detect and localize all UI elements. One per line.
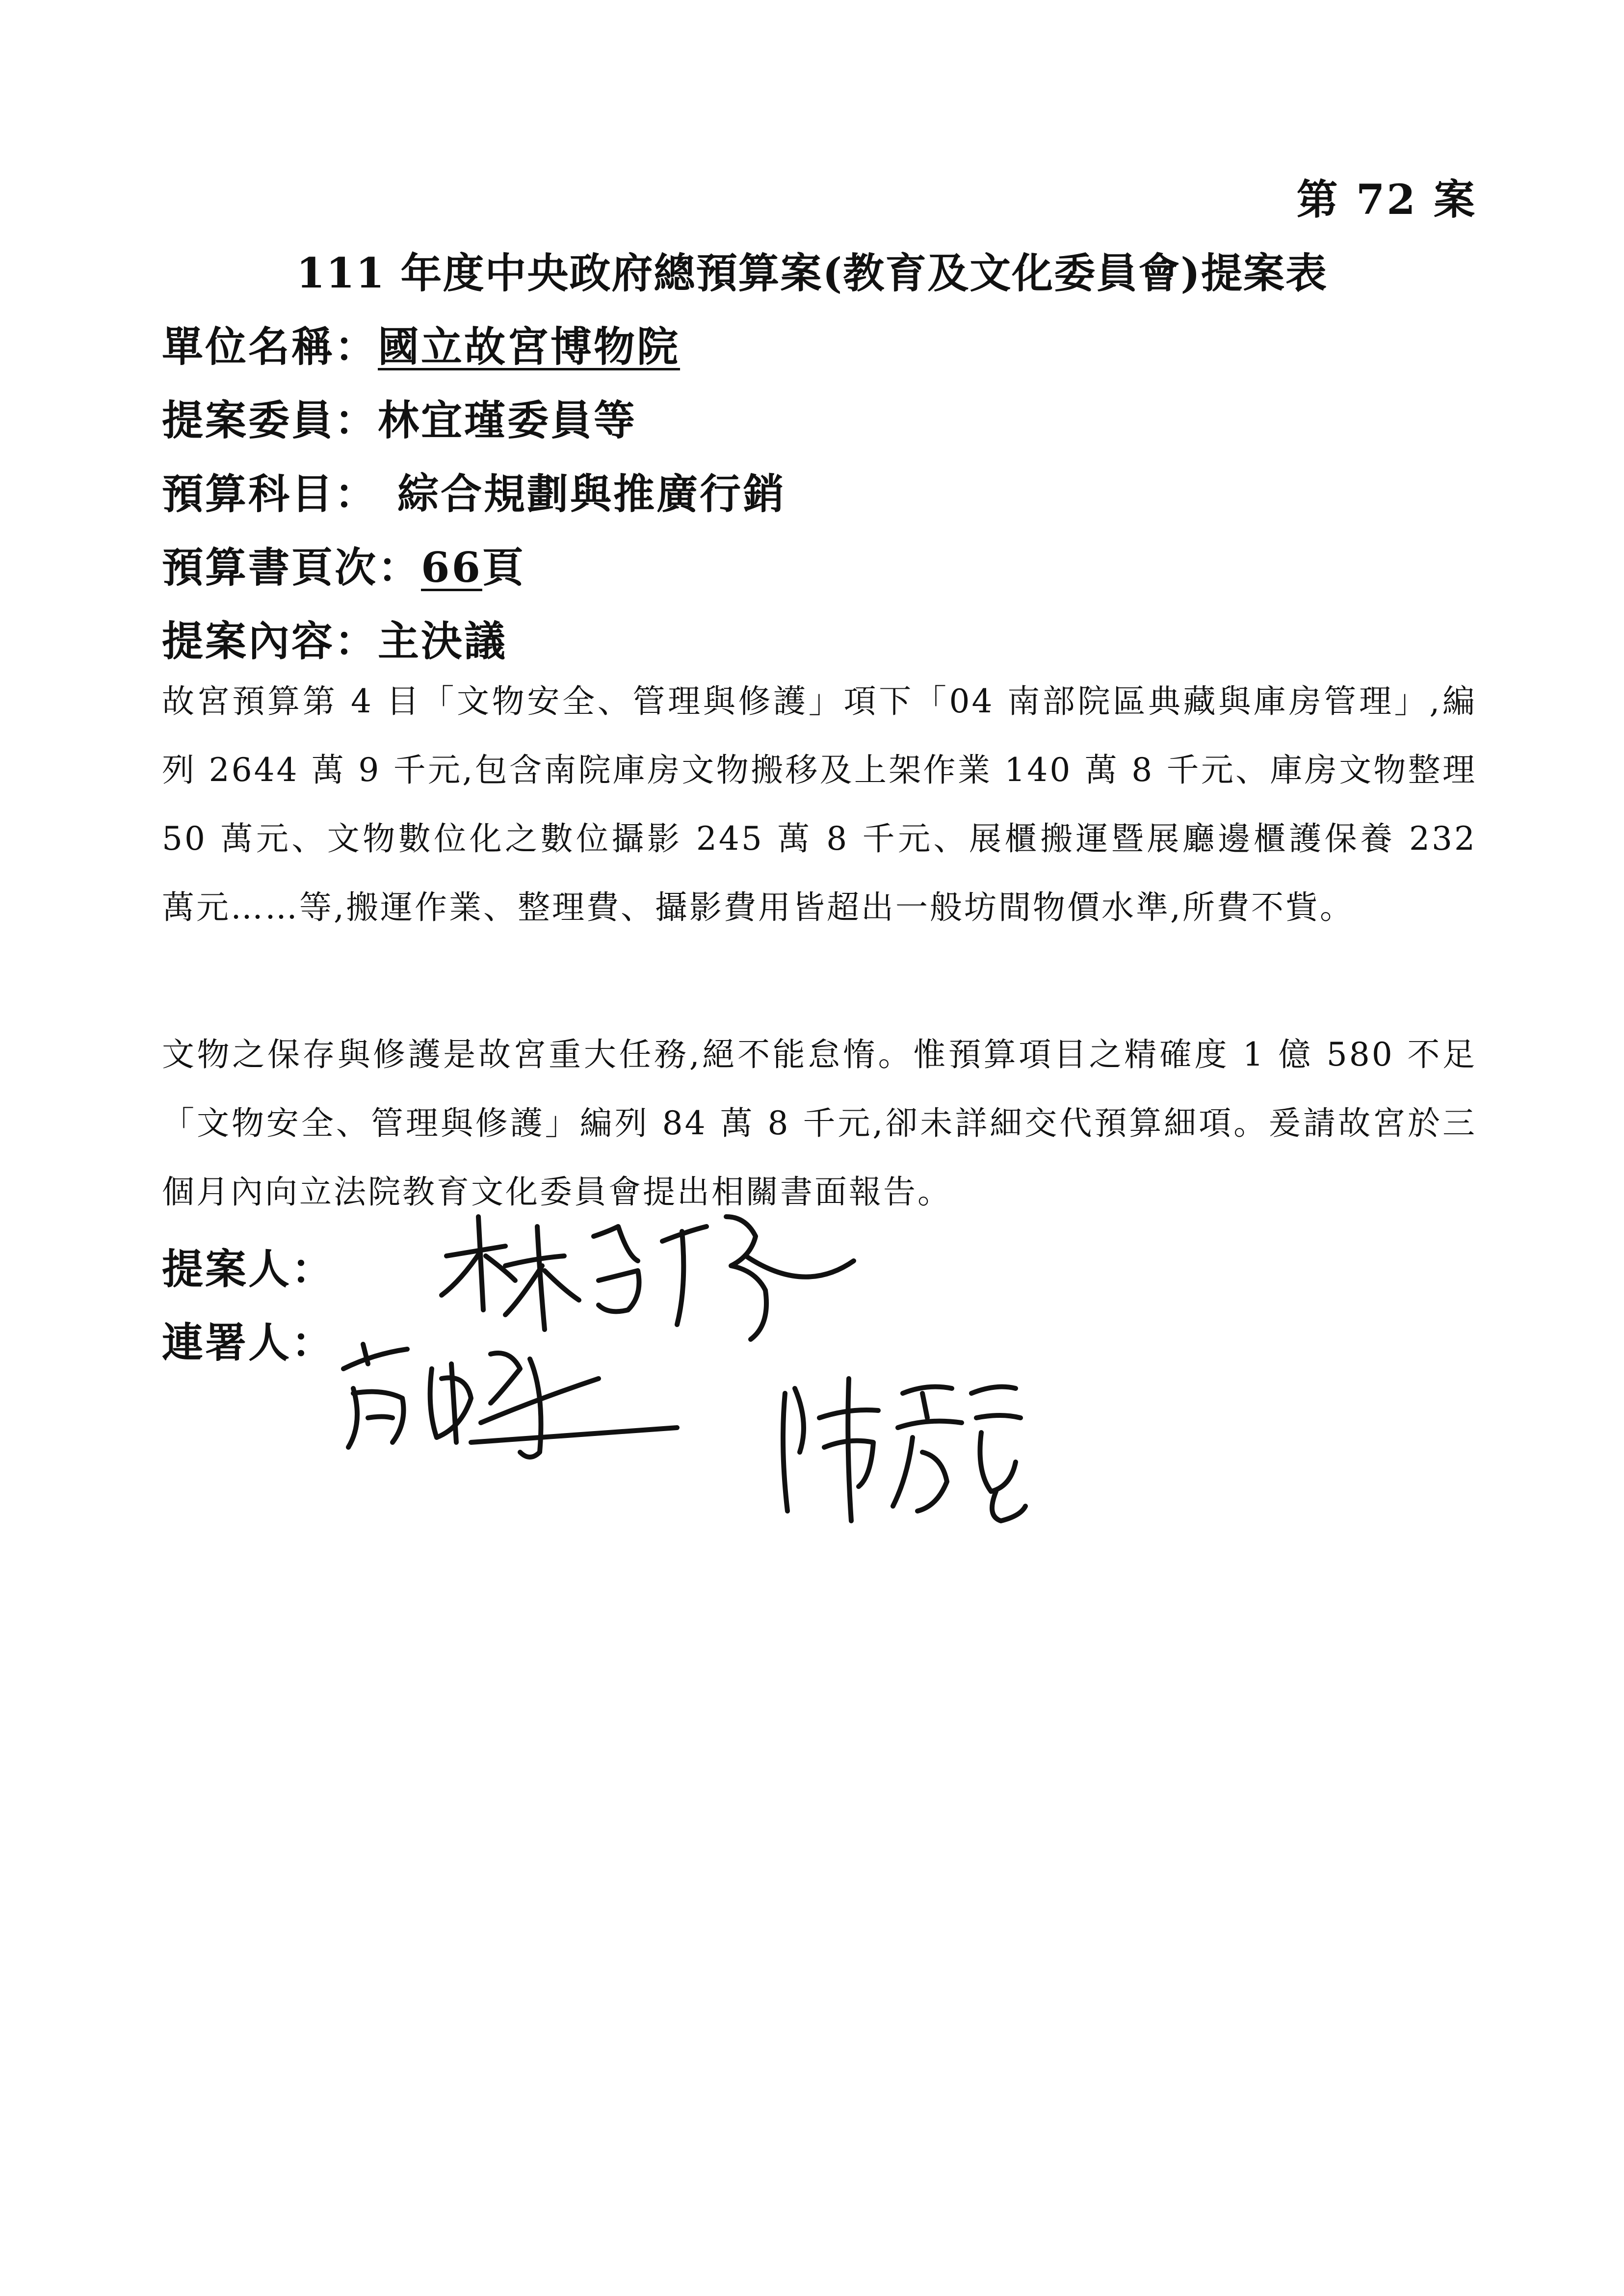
field-proposal-content <box>162 608 507 668</box>
cosigner-signature-2 <box>765 1364 1040 1531</box>
field-unit-label: 單位名稱： <box>162 322 378 371</box>
field-budget-item <box>162 461 786 521</box>
field-budget-item-value: 綜合規劃與推廣行銷 <box>397 470 786 518</box>
field-proposer-committee-value: 林宜瑾委員等 <box>378 396 637 444</box>
case-number: 第 72 案 <box>1296 175 1477 224</box>
field-unit <box>162 314 680 373</box>
document-title: 111 年度中央政府總預算案(教育及文化委員會)提案表 <box>296 249 1328 297</box>
field-budget-page <box>162 535 525 594</box>
field-unit-value: 國立故宮博物院 <box>378 322 681 371</box>
field-budget-page-label: 預算書頁次： <box>162 543 421 592</box>
field-proposal-content-value: 主決議 <box>378 617 508 665</box>
field-proposer-committee-label: 提案委員： <box>162 396 378 444</box>
field-proposal-content-label: 提案內容： <box>162 617 378 665</box>
field-budget-page-value: 66 <box>421 543 482 592</box>
field-budget-item-label: 預算科目： <box>162 470 378 518</box>
proposal-body-2 <box>162 1020 1477 1226</box>
paragraph-2: 文物之保存與修護是故宮重大任務,絕不能怠惰。惟預算項目之精確度 1 億 580 不足「文物安全、管理與修護」編列 84 萬 8 千元,卻未詳細交代預算細項。爰請故宮於三個月內向立法院教育文化委員會提出相關書面報告。 <box>162 1036 1477 1211</box>
proposal-body <box>162 667 1477 942</box>
cosigner-signature-1 <box>334 1325 687 1472</box>
proposer-label: 提案人： <box>162 1245 335 1293</box>
field-proposer-committee <box>162 388 637 447</box>
field-budget-page-suffix: 頁 <box>482 543 525 592</box>
paragraph-1: 故宮預算第 4 目「文物安全、管理與修護」項下「04 南部院區典藏與庫房管理」,編列 2644 萬 9 千元,包含南院庫房文物搬移及上架作業 140 萬 8 千元、庫房文物整理 50 萬元、文物數位化之數位攝影 245 萬 8 千元、展櫃搬運暨展廳邊櫃護保養 232 萬元……等,搬運作業、整理費、攝影費用皆超出一般坊間物價水準,所費不貲。 <box>162 682 1477 926</box>
cosigner-label: 連署人： <box>162 1318 335 1367</box>
